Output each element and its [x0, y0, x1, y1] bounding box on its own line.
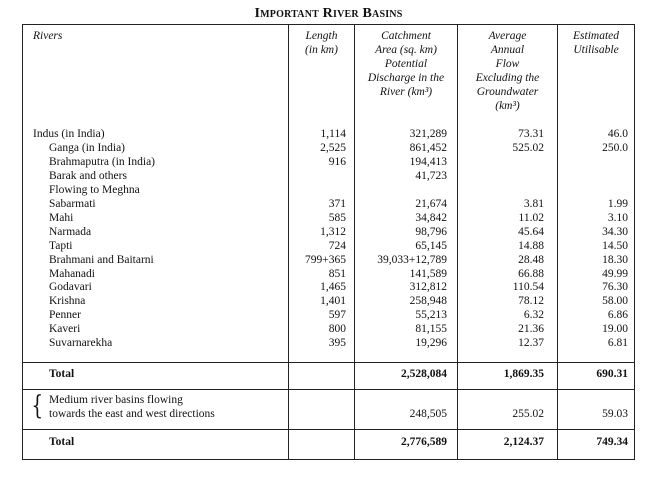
river-utilisable: 58.00: [602, 295, 628, 308]
river-flow: 66.88: [518, 267, 544, 280]
river-name: Mahanadi: [49, 267, 95, 280]
header-line: Potential: [384, 58, 428, 70]
river-flow: 3.81: [523, 197, 544, 210]
header-length: [289, 29, 354, 57]
header-line: Groundwater: [476, 86, 539, 98]
header-catchment: [355, 29, 457, 99]
header-flow: [458, 29, 557, 113]
river-catchment: 21,674: [415, 197, 447, 210]
river-length: 371: [328, 197, 346, 210]
river-utilisable: 76.30: [602, 281, 628, 294]
total-label: Total: [49, 368, 75, 380]
river-name: Godavari: [49, 281, 92, 294]
river-catchment: 81,155: [415, 323, 447, 336]
medium-basins-line1: Medium river basins flowing: [49, 394, 183, 406]
river-catchment: 65,145: [415, 239, 447, 252]
table-title: Important River Basins: [254, 6, 403, 21]
grand-total-catchment: 2,776,589: [401, 436, 447, 448]
river-utilisable: 19.00: [602, 323, 628, 336]
grand-total-flow: 2,124.37: [503, 436, 544, 448]
river-name: Indus (in India): [33, 128, 105, 140]
river-catchment: 34,842: [415, 211, 447, 224]
total-catchment: 2,528,084: [401, 368, 447, 380]
river-utilisable: 250.0: [602, 142, 628, 154]
river-flow: 6.32: [523, 309, 544, 322]
river-catchment: 321,289: [409, 128, 447, 140]
header-line: Flow: [495, 58, 520, 70]
header-line: Utilisable: [573, 44, 619, 56]
river-catchment: 194,413: [409, 155, 447, 168]
river-flow: 525.02: [512, 142, 544, 154]
row-divider: [23, 362, 634, 363]
header-line: Estimated: [573, 30, 619, 42]
river-utilisable: 1.99: [607, 197, 628, 210]
header-line: River (km³): [379, 86, 433, 98]
river-length: 1,401: [320, 295, 346, 308]
river-name: Kaveri: [49, 323, 81, 336]
river-catchment: 19,296: [415, 337, 447, 350]
river-flow: 11.02: [518, 211, 544, 224]
river-flow: 73.31: [518, 128, 544, 140]
river-length: 1,114: [320, 128, 346, 140]
river-flow: 28.48: [518, 253, 544, 266]
total-utilisable: 690.31: [596, 368, 628, 380]
river-flow: 12.37: [518, 337, 544, 350]
river-catchment: 39,033+12,789: [377, 253, 447, 266]
header-line: (in km): [305, 44, 338, 56]
river-length: 800: [328, 323, 346, 336]
river-utilisable: 34.30: [602, 225, 628, 238]
river-flow: 21.36: [518, 323, 544, 336]
river-catchment: 258,948: [409, 295, 447, 308]
river-length: 1,465: [320, 281, 346, 294]
medium-catchment: 248,505: [409, 408, 447, 420]
river-utilisable: 6.86: [607, 309, 628, 322]
header-line: (km³): [495, 100, 520, 112]
river-name: Narmada: [49, 225, 92, 238]
river-length: 585: [328, 211, 346, 224]
river-utilisable: 14.50: [602, 239, 628, 252]
medium-utilisable: 59.03: [602, 408, 628, 420]
river-name: Mahi: [49, 211, 74, 224]
river-flow: 14.88: [518, 239, 544, 252]
river-name: Sabarmati: [49, 197, 96, 210]
river-length: 597: [328, 309, 346, 322]
river-length: 2,525: [320, 142, 346, 154]
river-utilisable: 46.0: [607, 128, 628, 140]
river-utilisable: 49.99: [602, 267, 628, 280]
header-line: Average: [488, 30, 527, 42]
river-flow: 110.54: [512, 281, 544, 294]
river-catchment: 141,589: [409, 267, 447, 280]
river-utilisable: 3.10: [607, 211, 628, 224]
medium-basins-line2: towards the east and west directions: [49, 408, 215, 420]
river-name: Barak and others: [49, 169, 127, 182]
river-utilisable: 18.30: [602, 253, 628, 266]
grand-total-label: Total: [49, 436, 75, 448]
row-divider: [23, 429, 634, 430]
header-utilisable: [558, 29, 634, 57]
river-name: Penner: [49, 309, 81, 322]
river-length: 395: [328, 337, 346, 350]
medium-flow: 255.02: [512, 408, 544, 420]
river-name: Krishna: [49, 295, 86, 308]
river-name: Suvarnarekha: [49, 337, 113, 350]
header-line: Area (sq. km): [375, 44, 437, 56]
river-catchment: 312,812: [409, 281, 447, 294]
river-catchment: 861,452: [409, 142, 447, 154]
river-name: Tapti: [49, 239, 73, 252]
header-line: Catchment: [381, 30, 431, 42]
grand-total-utilisable: 749.34: [596, 436, 628, 448]
river-catchment: 98,796: [415, 225, 447, 238]
river-name: Flowing to Meghna: [49, 183, 140, 196]
row-divider: [23, 389, 634, 390]
river-catchment: 55,213: [415, 309, 447, 322]
river-name: Ganga (in India): [49, 142, 125, 154]
curly-brace: {: [31, 391, 44, 421]
total-flow: 1,869.35: [503, 368, 544, 380]
header-line: Excluding the: [475, 72, 540, 84]
river-name: Brahmani and Baitarni: [49, 253, 154, 266]
river-length: 1,312: [320, 225, 346, 238]
header-rivers: Rivers: [33, 30, 63, 42]
river-flow: 78.12: [518, 295, 544, 308]
river-length: 724: [328, 239, 346, 252]
river-length: 851: [328, 267, 346, 280]
river-length: 916: [328, 155, 346, 168]
header-line: Annual: [490, 44, 525, 56]
river-name: Brahmaputra (in India): [49, 155, 156, 168]
river-length: 799+365: [305, 253, 346, 266]
river-utilisable: 6.81: [607, 337, 628, 350]
river-flow: 45.64: [518, 225, 544, 238]
river-basins-table: [22, 24, 635, 460]
header-line: Length: [305, 30, 338, 42]
river-catchment: 41,723: [415, 169, 447, 182]
header-line: Discharge in the: [367, 72, 445, 84]
